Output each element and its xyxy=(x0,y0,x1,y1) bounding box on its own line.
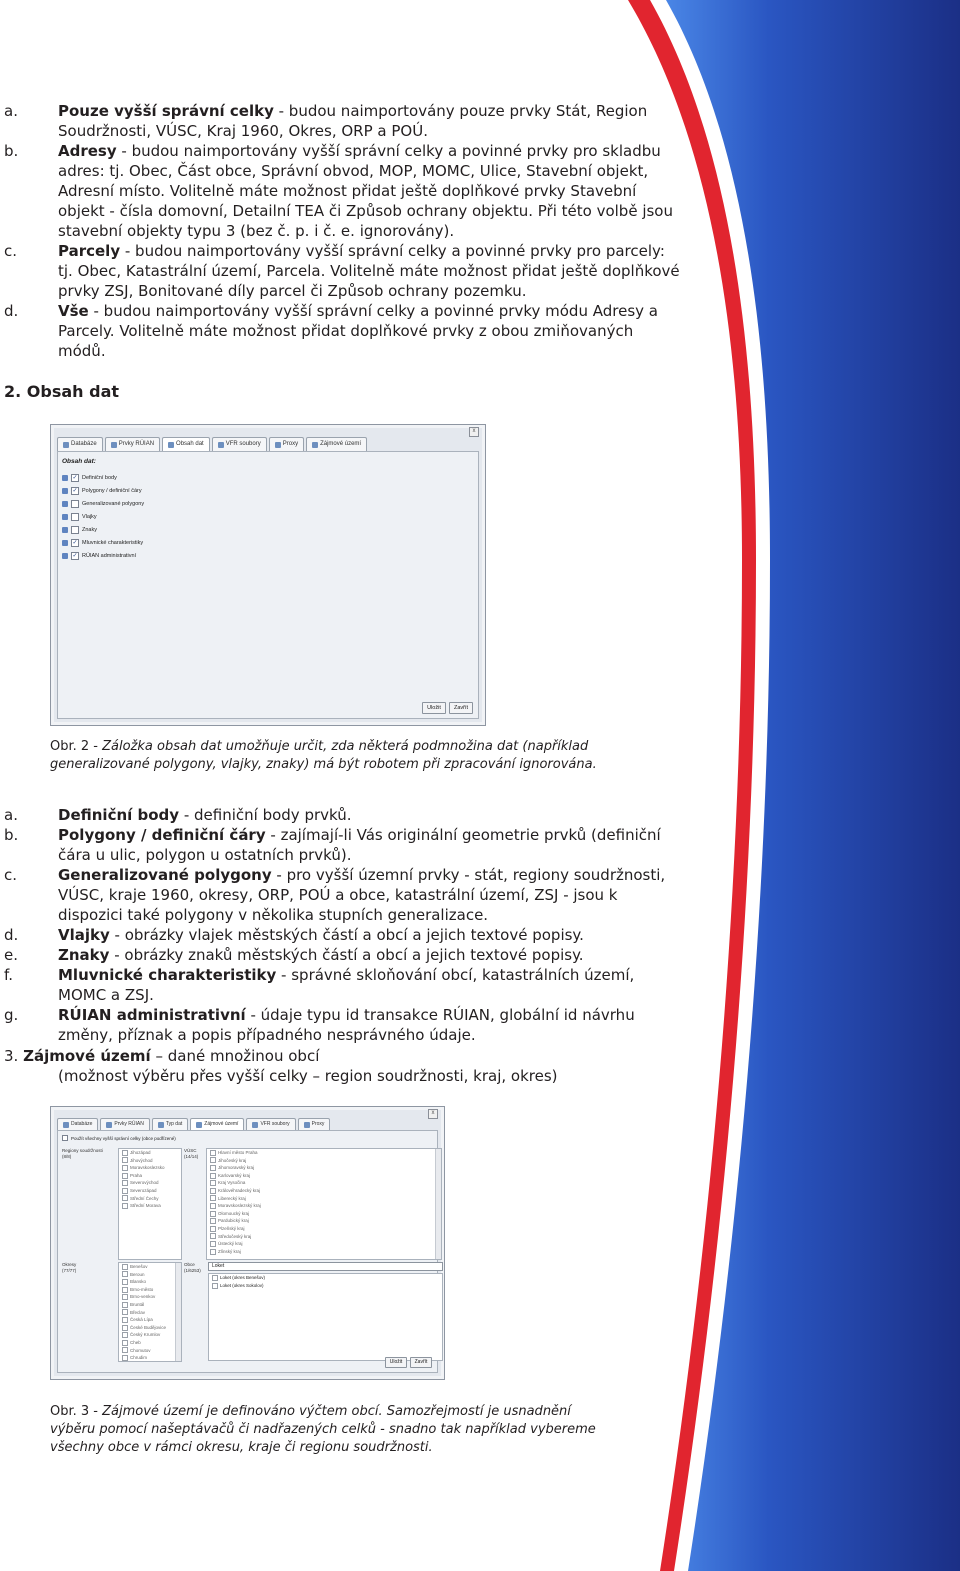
regions-label: Regiony soudržnosti (8/8) xyxy=(62,1148,103,1159)
okresy-list[interactable] xyxy=(118,1262,182,1362)
list-item[interactable]: Český Krumlov xyxy=(119,1331,181,1339)
list-item[interactable]: Břeclav xyxy=(119,1309,181,1317)
list-item: b. Adresy - budou naimportovány vyšší správní celky a povinné prvky pro skladbu adres: tj. Obec, Část obce, Správní obvod, MOP, MOMC, Ulice, Stavební objekt, Adresní místo. Volitelně máte možnost přidat ještě doplňkové prvky Stavební objekt - čísla domovní, Detailní TEA či Způsob ochrany objektu. Při této volbě jsou stavební objekty typu 3 (bez č. p. i č. e. ignorovány). xyxy=(4,142,673,240)
help-icon xyxy=(62,553,68,559)
list-item: a. Pouze vyšší správní celky - budou naimportovány pouze prvky Stát, Region Soudržnosti, VÚSC, Kraj 1960, Okres, ORP a POÚ. xyxy=(4,102,648,140)
scrollbar[interactable] xyxy=(175,1263,181,1361)
close-button[interactable]: Zavřít xyxy=(410,1357,432,1368)
datatype-icon xyxy=(158,1122,164,1128)
tab-bar xyxy=(57,1118,438,1130)
tab-proxy[interactable]: Proxy xyxy=(298,1118,331,1130)
help-icon xyxy=(62,514,68,520)
tab-prvky-ruian[interactable]: Prvky RÚIAN xyxy=(100,1118,149,1130)
tab-vfr-soubory[interactable]: VFR soubory xyxy=(246,1118,295,1130)
list-item[interactable]: Brno-venkov xyxy=(119,1293,181,1301)
list-item[interactable]: Ústecký kraj xyxy=(207,1240,441,1248)
tab-typ-dat[interactable]: Typ dat xyxy=(152,1118,188,1130)
obce-label: Obce (1/6253) xyxy=(184,1262,201,1273)
help-icon xyxy=(62,501,68,507)
list-item[interactable]: Cheb xyxy=(119,1339,181,1347)
okresy-label: Okresy (77/77) xyxy=(62,1262,77,1273)
regions-list[interactable] xyxy=(118,1148,182,1260)
checkbox-vlajky[interactable]: Vlajky xyxy=(62,513,97,521)
tab-databaze[interactable]: Databáze xyxy=(57,1118,98,1130)
close-icon[interactable]: x xyxy=(469,427,479,437)
list-item[interactable]: Blansko xyxy=(119,1278,181,1286)
help-icon xyxy=(62,540,68,546)
list-item: b. Polygony / definiční čáry - zajímají-li Vás originální geometrie prvků (definiční čára u ulic, polygon u ostatních prvků). xyxy=(4,826,661,864)
list-item[interactable]: Loket (okres Sokolov) xyxy=(209,1282,442,1290)
database-icon xyxy=(63,1122,69,1128)
figure-caption-3: Obr. 3 - Zájmové území je definováno výčtem obcí. Samozřejmostí je usnadnění výběru pomocí našeptávačů či nadřazených celků - snadno tak například vybereme všechny obce v rámci okresu, kraje či regionu soudržnosti. xyxy=(50,1404,596,1455)
list-item[interactable]: Hlavní město Praha xyxy=(207,1149,441,1157)
panel-title: Obsah dat: xyxy=(62,458,96,465)
checkbox-polygony[interactable]: ✓ Polygony / definiční čáry xyxy=(62,487,142,495)
list-item[interactable]: Olomoucký kraj xyxy=(207,1210,441,1218)
list-item[interactable]: Liberecký kraj xyxy=(207,1195,441,1203)
tab-zajmove-uzemi[interactable]: Zájmové území xyxy=(190,1118,244,1130)
data-content-panel xyxy=(57,451,479,719)
checkbox-generalizovane-polygony[interactable]: Generalizované polygony xyxy=(62,500,144,508)
list-item[interactable]: Beroun xyxy=(119,1271,181,1279)
list-item[interactable]: Benešov xyxy=(119,1263,181,1271)
list-item[interactable]: Jihomoravský kraj xyxy=(207,1164,441,1172)
area-icon xyxy=(196,1122,202,1128)
list-item[interactable]: Praha xyxy=(119,1172,181,1180)
help-icon xyxy=(62,475,68,481)
tab-zajmove-uzemi[interactable]: Zájmové území xyxy=(306,437,367,451)
list-item[interactable]: České Budějovice xyxy=(119,1324,181,1332)
list-item: g. RÚIAN administrativní - údaje typu id transakce RÚIAN, globální id návrhu změny, příznak a popis případného nesprávného údaje. xyxy=(4,1006,635,1044)
area-panel xyxy=(57,1130,438,1373)
files-icon xyxy=(218,442,224,448)
proxy-icon xyxy=(304,1122,310,1128)
tab-vfr-soubory[interactable]: VFR soubory xyxy=(212,437,267,451)
list-item[interactable]: Moravskoslezsko xyxy=(119,1164,181,1172)
list-item[interactable]: Severozápad xyxy=(119,1187,181,1195)
list-item[interactable]: Střední Čechy xyxy=(119,1195,181,1203)
screenshot-data-content xyxy=(50,424,486,726)
vusc-label: VÚSC (14/14) xyxy=(184,1148,199,1159)
section-heading: 3. Zájmové území – dané množinou obcí xyxy=(4,1047,320,1065)
content-icon xyxy=(168,442,174,448)
list-item[interactable]: Pardubický kraj xyxy=(207,1217,441,1225)
elements-icon xyxy=(111,442,117,448)
elements-icon xyxy=(106,1122,112,1128)
save-button[interactable]: Uložit xyxy=(422,702,446,714)
section-heading: 2. Obsah dat xyxy=(4,382,120,401)
list-item[interactable]: Jihozápad xyxy=(119,1149,181,1157)
list-item[interactable]: Jihovýchod xyxy=(119,1157,181,1165)
list-item[interactable]: Jihočeský kraj xyxy=(207,1157,441,1165)
list-item[interactable]: Bruntál xyxy=(119,1301,181,1309)
list-item[interactable]: Karlovarský kraj xyxy=(207,1172,441,1180)
list-item[interactable]: Brno-město xyxy=(119,1286,181,1294)
list-item[interactable]: Kraj Vysočina xyxy=(207,1179,441,1187)
list-item: f. Mluvnické charakteristiky - správné skloňování obcí, katastrálních území, MOMC a ZSJ. xyxy=(4,966,635,1004)
help-icon xyxy=(62,527,68,533)
area-icon xyxy=(312,442,318,448)
close-icon[interactable]: x xyxy=(428,1109,438,1119)
proxy-icon xyxy=(275,442,281,448)
municipality-search-input[interactable]: Loket xyxy=(208,1262,443,1271)
database-icon xyxy=(63,442,69,448)
checkbox-ruian-administrativni[interactable]: ✓ RÚIAN administrativní xyxy=(62,552,136,560)
list-item: c. Generalizované polygony - pro vyšší územní prvky - stát, regiony soudržnosti, VÚSC, kraje 1960, okresy, ORP, POÚ a obce, katastrální území, ZSJ - jsou k dispozici také polygony v několika stupních generalizace. xyxy=(4,866,666,924)
section-subtitle: (možnost výběru přes vyšší celky – region soudržnosti, kraj, okres) xyxy=(58,1067,558,1085)
list-item[interactable]: Střední Morava xyxy=(119,1202,181,1210)
checkbox-znaky[interactable]: Znaky xyxy=(62,526,97,534)
list-item[interactable]: Chrudim xyxy=(119,1354,181,1362)
save-button[interactable]: Uložit xyxy=(385,1357,407,1368)
checkbox-definicni-body[interactable]: ✓ Definiční body xyxy=(62,474,117,482)
list-item[interactable]: Česká Lípa xyxy=(119,1316,181,1324)
list-item: c. Parcely - budou naimportovány vyšší správní celky a povinné prvky pro parcely: tj. Obec, Katastrální území, Parcela. Volitelně máte možnost přidat ještě doplňkové prvky ZSJ, Bonitované díly parcel či Způsob ochrany pozemku. xyxy=(4,242,680,300)
list-item: d. Vše - budou naimportovány vyšší správní celky a povinné prvky módu Adresy a Parcely. Volitelně máte možnost přidat doplňkové prvky z obou zmiňovaných módů. xyxy=(4,302,658,360)
list-item: a. Definiční body - definiční body prvků. xyxy=(4,806,352,824)
tab-databaze[interactable]: Databáze xyxy=(57,437,103,451)
list-item[interactable]: Zlínský kraj xyxy=(207,1248,441,1256)
municipality-results-list[interactable] xyxy=(208,1273,443,1361)
list-item[interactable]: Královéhradecký kraj xyxy=(207,1187,441,1195)
list-item[interactable]: Chomutov xyxy=(119,1347,181,1355)
list-item[interactable]: Moravskoslezský kraj xyxy=(207,1202,441,1210)
tab-prvky-ruian[interactable]: Prvky RÚIAN xyxy=(105,437,160,451)
figure-caption-2: Obr. 2 - Záložka obsah dat umožňuje určit, zda některá podmnožina dat (například generalizované polygony, vlajky, znaky) má být robotem při zpracování ignorována. xyxy=(50,739,597,772)
tab-proxy[interactable]: Proxy xyxy=(269,437,304,451)
close-button[interactable]: Zavřít xyxy=(449,702,473,714)
list-item[interactable]: Severovýchod xyxy=(119,1179,181,1187)
checkbox-mluvnicke-charakteristiky[interactable]: ✓ Mluvnické charakteristiky xyxy=(62,539,143,547)
vusc-list[interactable] xyxy=(206,1148,442,1260)
list-item: e. Znaky - obrázky znaků městských částí a obcí a jejich textové popisy. xyxy=(4,946,584,964)
help-icon xyxy=(62,488,68,494)
scrollbar[interactable] xyxy=(435,1149,441,1259)
tab-obsah-dat[interactable]: Obsah dat xyxy=(162,437,210,451)
list-item[interactable]: Středočeský kraj xyxy=(207,1233,441,1241)
files-icon xyxy=(252,1122,258,1128)
list-item: d. Vlajky - obrázky vlajek městských částí a obcí a jejich textové popisy. xyxy=(4,926,584,944)
list-item[interactable]: Plzeňský kraj xyxy=(207,1225,441,1233)
section-3 xyxy=(4,1046,558,1086)
list-item[interactable]: Loket (okres Benešov) xyxy=(209,1274,442,1282)
data-content-list xyxy=(4,805,684,1045)
screenshot-area-of-interest xyxy=(50,1106,445,1380)
use-all-units-checkbox[interactable]: Použít všechny vyšší správní celky (obce podřízené) xyxy=(62,1135,176,1141)
import-mode-list xyxy=(4,101,684,361)
tab-bar xyxy=(57,437,479,451)
